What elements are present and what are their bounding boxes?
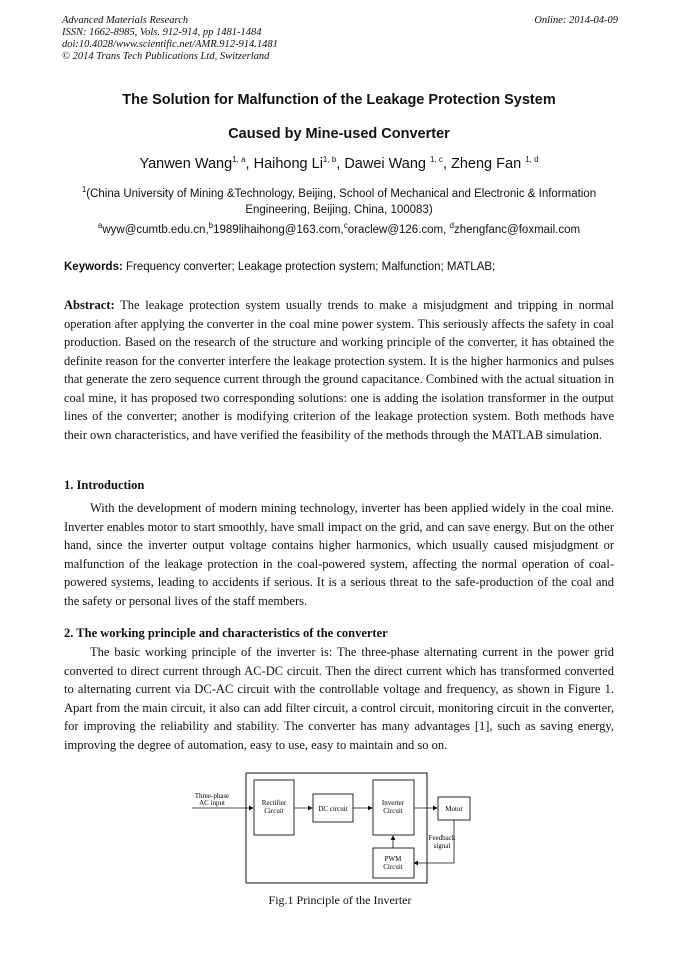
paper-title-line-1: The Solution for Malfunction of the Leakage Protection System <box>122 92 556 108</box>
issn: ISSN: 1662-8985, Vols. 912-914, pp 1481-1484 <box>62 27 262 38</box>
journal-name: Advanced Materials Research <box>62 15 189 26</box>
feedback-label: signal <box>433 842 451 850</box>
section-1-text: With the development of modern mining technology, inverter has been applied widely in the coal mine. Inverter enables motor to start smoothly, have small impact on the grid, and can save energy. But on the other hand, since the inverter output voltage contains higher harmonics, which usually caused misjudgment or malfunction of the leakage protection in the coal-powered system, affecting the normal operation of coal-powered systems, leading to accidents if serious. It is a serious threat to the safe-production of the coal and the safety or personal lives of the staff members. <box>64 501 614 608</box>
inverter-label: Circuit <box>383 807 403 815</box>
author-sup: 1, b <box>322 155 337 164</box>
author-name: Haihong Li <box>253 155 323 172</box>
author-sup: 1, c <box>430 155 443 164</box>
copyright: © 2014 Trans Tech Publications Ltd, Switzerland <box>62 51 270 62</box>
author-name: Yanwen Wang <box>139 155 233 172</box>
journal-header <box>62 15 618 63</box>
email-link[interactable]: 1989lihaihong@163.com, <box>213 223 344 236</box>
inverter-label: Inverter <box>381 799 405 807</box>
abstract-text: The leakage protection system usually trends to make a misjudgment and tripping in normal operation after applying the converter in the coal mine power system. This seriously affects the safety in coal production. Based on the research of the structure and working principle of the converter, it has obtained the definite reason for the converter interfere the leakage protection system. It is the higher harmonics and pulses that generate the zero sequence current through the ground capacitance. Combined with the actual situation in coal mine, it has proposed two corresponding solutions: one is adding the isolation transformer in the output lines of the converter; another is modifying criterion of the leakage protection system. Both methods have their own characteristics, and have verified the feasibility of the methods through the MATLAB simulation. <box>64 298 614 442</box>
dc-circuit-label: DC circuit <box>318 805 348 813</box>
email-sup: c <box>343 221 348 230</box>
rectifier-label: Rectifier <box>261 799 287 807</box>
author-name: Dawei Wang <box>344 155 426 172</box>
affiliation-text: (China University of Mining &Technology, Beijing, School of Mechanical and Electronic & Information Engineering, Beijing, China, 100083) <box>86 187 597 216</box>
doi: doi:10.4028/www.scientific.net/AMR.912-914.1481 <box>62 39 278 50</box>
feedback-label: Feedback <box>428 834 456 842</box>
email-link[interactable]: wyw@cumtb.edu.cn, <box>102 223 209 236</box>
author-sup: 1, d <box>525 155 539 164</box>
email-link[interactable]: zhengfanc@foxmail.com <box>453 223 581 236</box>
online-date: Online: 2014-04-09 <box>534 15 618 26</box>
keywords <box>64 261 495 273</box>
abstract <box>64 296 614 444</box>
email-list <box>40 221 638 236</box>
pwm-label: PWM <box>384 855 402 863</box>
email-sup: a <box>97 221 103 230</box>
paper-title-line-2: Caused by Mine-used Converter <box>228 126 450 142</box>
section-2-text: The basic working principle of the inverter is: The three-phase alternating current in the power grid converted to direct current through AC-DC circuit. Then the direct current which has transformed converted to alternating current via DC-AC circuit with the controllable voltage and frequency, as shown in Figure 1. Apart from the main circuit, it also can add filter circuit, a control circuit, monitoring circuit in the converter, for improving the reliability and stability. The converter has many advantages [1], such as saving energy, improving the degree of automation, easy to use, easy to maintain and so on. <box>64 645 614 752</box>
email-sup: b <box>208 221 214 230</box>
section-1-heading: 1. Introduction <box>64 478 145 492</box>
author-list: Yanwen Wang$^{1, a}$, Haihong Li$^{1, b}$, Dawei Wang $^{1, c}$, Zheng Fan $^{1, d}$ <box>139 155 539 172</box>
author-name: Zheng Fan <box>451 155 522 172</box>
section-2-heading: 2. The working principle and characteristics of the converter <box>64 626 388 640</box>
input-label: AC input <box>199 799 225 807</box>
input-label: Three-phase <box>194 792 230 800</box>
pwm-label: Circuit <box>383 863 403 871</box>
affiliation <box>70 182 608 218</box>
rectifier-label: Circuit <box>264 807 284 815</box>
author-sup: 1, a <box>232 155 246 164</box>
email-link[interactable]: oraclew@126.com, <box>347 223 450 236</box>
abstract-label: Abstract: <box>64 298 115 312</box>
email-sup: d <box>449 221 454 230</box>
keywords-label: Keywords: <box>64 261 123 273</box>
affiliation-sup: 1 <box>81 185 87 194</box>
figure-1-caption: Fig.1 Principle of the Inverter <box>268 893 412 907</box>
motor-label: Motor <box>445 805 463 813</box>
keywords-text: Frequency converter; Leakage protection system; Malfunction; MATLAB; <box>122 261 496 273</box>
figure-1-diagram <box>190 772 490 888</box>
